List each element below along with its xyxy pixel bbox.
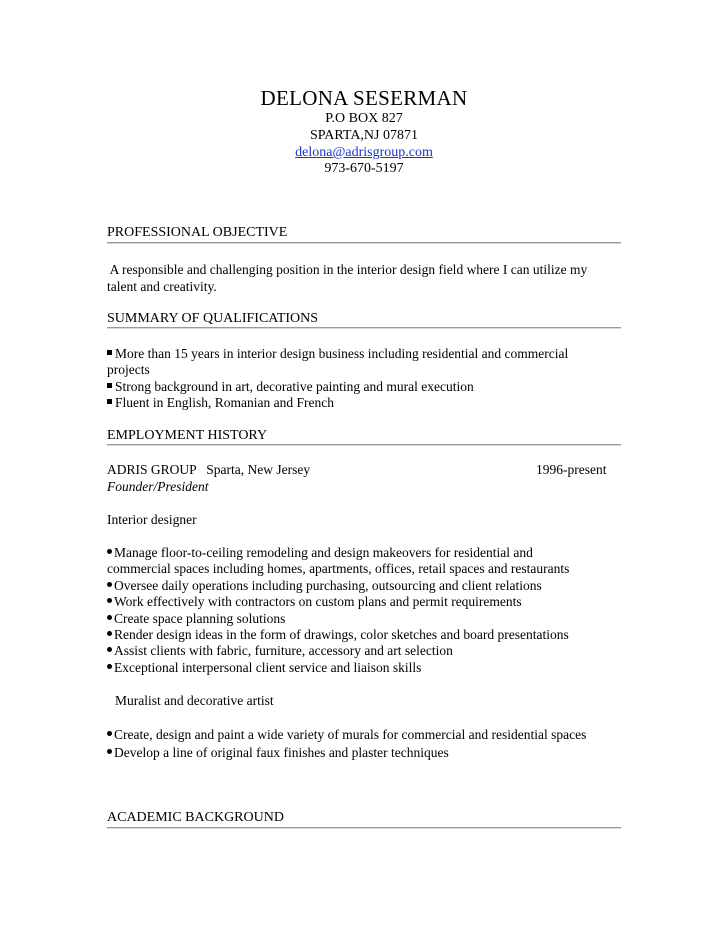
qualification-item: Fluent in English, Romanian and French	[107, 395, 334, 411]
duty-item: Manage floor-to-ceiling remodeling and design makeovers for residential and	[107, 545, 533, 561]
round-bullet-icon	[107, 549, 112, 554]
duty-item: Render design ideas in the form of drawings, color sketches and board presentations	[107, 627, 569, 643]
round-bullet-icon	[107, 631, 112, 636]
duty-item: Create, design and paint a wide variety of murals for commercial and residential spaces	[107, 727, 586, 743]
po-box: P.O BOX 827	[325, 111, 403, 126]
round-bullet-icon	[107, 731, 112, 736]
round-bullet-icon	[107, 664, 112, 669]
city-state-zip: SPARTA,NJ 07871	[310, 128, 418, 143]
resume-name: DELONA SESERMAN	[260, 86, 468, 110]
duty-item-continued: commercial spaces including homes, apartments, offices, retail spaces and restaurants	[107, 561, 570, 576]
objective-text-line1: A responsible and challenging position in the interior design field where I can utilize my	[107, 262, 588, 277]
duty-item: Develop a line of original faux finishes and plaster techniques	[107, 745, 449, 761]
employment-heading: EMPLOYMENT HISTORY	[107, 428, 268, 443]
objective-heading: PROFESSIONAL OBJECTIVE	[107, 225, 288, 240]
section-divider	[107, 242, 621, 244]
duty-item: Oversee daily operations including purchasing, outsourcing and client relations	[107, 578, 542, 594]
company-line: ADRIS GROUP Sparta, New Jersey	[107, 462, 311, 477]
duty-item: Exceptional interpersonal client service and liaison skills	[107, 660, 421, 676]
round-bullet-icon	[107, 615, 112, 620]
qualifications-heading: SUMMARY OF QUALIFICATIONS	[107, 311, 319, 326]
role-heading: Interior designer	[107, 512, 197, 527]
duty-item: Assist clients with fabric, furniture, accessory and art selection	[107, 643, 453, 659]
section-divider	[107, 327, 621, 329]
qualification-item-continued: projects	[107, 362, 150, 377]
round-bullet-icon	[107, 598, 112, 603]
section-divider	[107, 827, 621, 829]
employment-dates: 1996-present	[536, 462, 607, 477]
round-bullet-icon	[107, 749, 112, 754]
phone-number: 973-670-5197	[324, 161, 404, 176]
square-bullet-icon	[107, 383, 112, 388]
duty-item: Create space planning solutions	[107, 611, 285, 627]
role-heading: Muralist and decorative artist	[115, 693, 274, 708]
square-bullet-icon	[107, 399, 112, 404]
square-bullet-icon	[107, 350, 112, 355]
academic-heading: ACADEMIC BACKGROUND	[107, 810, 284, 825]
email-link[interactable]: delona@adrisgroup.com	[295, 145, 433, 160]
job-title: Founder/President	[107, 479, 209, 494]
duty-item: Work effectively with contractors on custom plans and permit requirements	[107, 594, 522, 610]
section-divider	[107, 444, 621, 446]
qualification-item: More than 15 years in interior design business including residential and commercial	[107, 346, 568, 362]
round-bullet-icon	[107, 582, 112, 587]
round-bullet-icon	[107, 647, 112, 652]
qualification-item: Strong background in art, decorative painting and mural execution	[107, 379, 474, 395]
objective-text-line2: talent and creativity.	[107, 279, 217, 294]
